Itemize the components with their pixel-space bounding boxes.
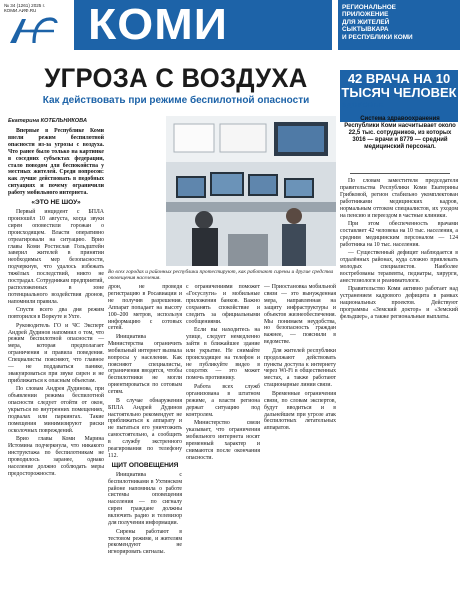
paragraph: Инициатива Министерства ограничить мобильный интернет вызвала вопросы у населения. Как поясняют специалисты, ограничения вводятся, чтобы беспилотники не могли ориентироваться по сотовым сетям. bbox=[108, 333, 182, 396]
sidebar-headline: 42 ВРАЧА НА 10 ТЫСЯЧ ЧЕЛОВЕК bbox=[341, 71, 457, 100]
paragraph: Спустя всего два дня режим повторился в Воркуте и Ухте. bbox=[8, 307, 104, 321]
control-room-illustration bbox=[166, 116, 336, 266]
issue-number: № 34 (1261) 2025 г. bbox=[4, 3, 46, 8]
paragraph: — Приостановка мобильной связи — это вынужденная мера, направленная на защиту инфраструктуры и объектов жизнеобеспечения. Мы понимаем неудобства, но безопасность граждан важнее, — пояснили в ведомстве. bbox=[264, 284, 336, 346]
masthead bbox=[0, 0, 460, 50]
paragraph: Правительство Коми активно работает над устранением кадрового дефицита в рамках национальных проектов. Действуют программы «Земский доктор» и «Земский фельдшер», а также региональные выплаты. bbox=[340, 286, 458, 320]
article-lead: Впервые в Республике Коми ввели режим беспилотной опасности из-за угрозы с воздуха. Что ранее было только на картинке в соседних субъектах федерации, стало поводом для беспокойства у местных жителей. Среди вопросов: как лучше действовать в подобных ситуациях и почему ограничили работу мобильного интернета. bbox=[8, 128, 104, 197]
paragraph: При этом обеспеченность врачами составляет 42 человека на 10 тыс. населения, а средним медицинским персоналом — 124 работника на 10 тыс. населения. bbox=[340, 221, 458, 248]
article-column-3 bbox=[186, 284, 260, 463]
paragraph: Для жителей республики продолжают действовать пункты доступа к интернету через Wi-Fi в общественных местах, а также работают стационарные линии связи. bbox=[264, 347, 336, 389]
paragraph: Руководитель ГО и ЧС Эксперт Андрей Дудинов напомнил о том, что режим беспилотной опасности — мера, которая предполагает ограничения и правила поведения. Специалисты поясняют, что главное — не поддаваться панике, эвакуироваться при звуке сирен и не приближаться к опасным объектам. bbox=[8, 322, 104, 384]
section-heading: ЩИТ ОПОВЕЩЕНИЯ bbox=[111, 461, 179, 469]
article-column-4 bbox=[264, 284, 336, 434]
article-headline: УГРОЗА С ВОЗДУХА bbox=[44, 63, 308, 93]
article-column-2 bbox=[108, 284, 182, 558]
article-photo bbox=[166, 116, 336, 266]
sidebar-lead: Система здравоохранения Республики Коми насчитывает около 22,5 тыс. сотрудников, из которых 3016 — врачи и 8779 — средний медицинский персонал. bbox=[344, 116, 456, 150]
paragraph: — Существенный дефицит наблюдается в отдалённых районах, куда сложно привлекать молодых специалистов. Наиболее востребованы терапевты, педиатры, хирурги, анестезиологи и реаниматологи. bbox=[340, 250, 458, 284]
tagline-line: ДЛЯ ЖИТЕЛЕЙ bbox=[342, 18, 390, 26]
aif-logo-icon bbox=[4, 15, 60, 47]
tagline-line: И РЕСПУБЛИКИ КОМИ bbox=[342, 33, 413, 41]
site-url: КОМИ.АИФ.RU bbox=[4, 8, 37, 14]
article-subhead: Как действовать при режиме беспилотной опасности bbox=[42, 95, 310, 106]
sidebar-section-label: ЗДОРОВЬЕ bbox=[342, 102, 385, 109]
paragraph: Если вы находитесь на улице, следует немедленно зайти в ближайшее здание или укрытие. Не снимайте происходящее на телефон и не публикуйте видео в соцсетях — это может помочь противнику. bbox=[186, 327, 260, 382]
masthead-left bbox=[4, 3, 72, 47]
tagline-line: ПРИЛОЖЕНИЕ bbox=[342, 11, 389, 19]
photo-caption: Во всех городах и районных республики протестируют, как работают сирены и другие средства оповещения населения. bbox=[108, 269, 334, 282]
paragraph: Инициатива с беспилотниками в Ухтинском районе напомнила о работе системы оповещения населения — по сигналу сирен граждане должны включить радио и телевизор для получения информации. bbox=[108, 471, 182, 527]
tagline-line: РЕГИОНАЛЬНОЕ bbox=[342, 4, 396, 11]
paragraph: с ограничениями поможет «Госуслуги» и мобильные приложения банков. Важно сохранять спокойствие и следить за официальными сообщениями. bbox=[186, 284, 260, 325]
masthead-tagline bbox=[336, 0, 460, 50]
paragraph: Первый инцидент с БПЛА произошёл 10 августа, когда звуки сирен оповестили горожан о происходящем. Власти оперативно отреагировали на ситуацию. Врио главы Коми Ростислав Гольдштейн заверил жителей в принятии необходимых мер безопасности, подчеркнув, что удалось избежать тяжёлых последствий, никто не пострадал. Сотрудникам предприятий, расположенных в зоне потенциального воздействия дронов, напомнили правила. bbox=[8, 208, 104, 305]
paragraph: Сирены работают в тестовом режиме, и жителям рекомендуют не игнорировать сигналы. bbox=[108, 528, 182, 556]
paragraph: дрон, не проведя регистрацию в Росавиации и не получив разрешения. Аппарат попадает на высоту 100–200 метров, используя информацию с сотовых сетей. bbox=[108, 284, 182, 332]
tagline-line: СЫКТЫВКАРА bbox=[342, 26, 389, 34]
article-column-1 bbox=[8, 128, 104, 479]
paragraph: По словам заместителя председателя правительства Республики Коми Екатерины Грибковой, регион стабильно укомплектован работниками медицинских кадров, нормальным оттоком специалистов, их уходом на пенсию и переездом в частные клиники. bbox=[340, 178, 458, 219]
paragraph: Министерство связи указывает, что ограничения мобильного интернета носят временный характер и снимаются после окончания опасности. bbox=[186, 420, 260, 461]
sidebar-divider bbox=[350, 173, 450, 174]
masthead-title: КОМИ bbox=[88, 0, 229, 49]
section-heading: «ЭТО НЕ ШОУ» bbox=[31, 199, 81, 207]
paragraph: Врио главы Коми Марина Истомина подчеркнула, что никакого инструктажа по беспилотникам не проводилось заранее, однако население должно соблюдать меры предосторожности. bbox=[8, 436, 104, 477]
article-author: Екатерина КОТЕЛЬНИКОВА bbox=[8, 118, 88, 124]
paragraph: Работа всех служб организована в штатном режиме, а власти региона держат ситуацию под контролем. bbox=[186, 383, 260, 418]
sidebar-body bbox=[340, 178, 458, 323]
paragraph: По словам Андрея Дудинова, при объявлении режима беспилотной опасности следует отойти от окон, укрыться во внутренних помещениях, подвалах или паркингах. Такие помещения минимизируют риски осколочных повреждений. bbox=[8, 386, 104, 434]
paragraph: Временные ограничения связи, по словам экспертов, будут вводиться и в дальнейшем при угрозе атак беспилотных летательных аппаратов. bbox=[264, 390, 336, 432]
paragraph: В случае обнаружения БПЛА Андрей Дудинов настоятельно рекомендует не приближаться к аппарату и не пытаться его уничтожить самостоятельно, а сообщить в службу экстренного реагирования по телефону 112. bbox=[108, 397, 182, 459]
